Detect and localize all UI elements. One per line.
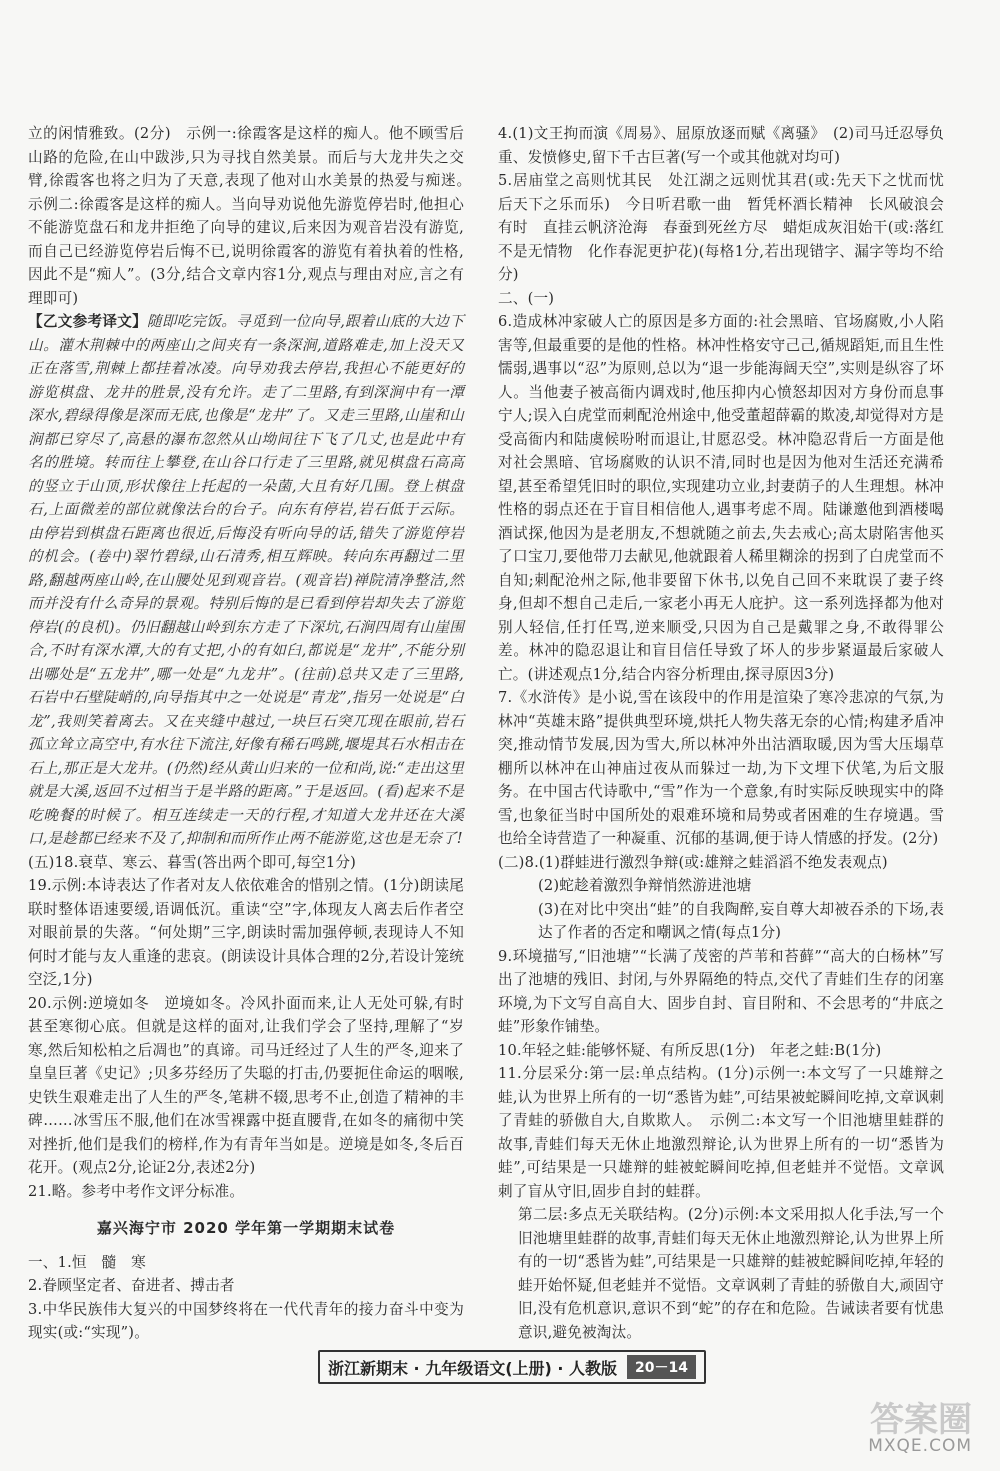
page-footer [318, 1350, 706, 1384]
answer-q4: 4.(1)文王拘而演《周易》、屈原放逐而赋《离骚》 (2)司马迁忍辱负重、发愤修史,留下千古巨著(写一个或其他就对均可) [498, 125, 944, 166]
answer-s1-q2: 2.眷顾坚定者、奋进者、搏击者 [28, 1277, 235, 1294]
exam-section-title: 嘉兴海宁市 2020 学年第一学期期末试卷 [96, 1219, 396, 1237]
answer-q18-text: 18.衰草、寒云、暮雪(答出两个即可,每空1分) [54, 853, 357, 871]
answer-q20: 20.示例:逆境如冬 逆境如冬。冷风扑面而来,让人无处可躲,有时甚至寒彻心底。但就是这样的面对,让我们学会了坚持,理解了“岁寒,然后知松柏之后凋也”的真谛。司马迁经过了人生的严冬,迎来了皇皇巨著《史记》;贝多芬经历了失聪的打击,仍要扼住命运的咽喉,史铁生艰难走出了人生的严冬,笔耕不辍,思考不止,创造了精神的丰碑……冰雪压不服,他们在冰雪裸露中挺直腰背,在如冬的痛彻中笑对挫折,他们是我们的榜样,作为有青年当如是。逆境是如冬,冬后百花开。(观点2分,论证2分,表述2分) [28, 994, 464, 1176]
answer-q10: 10.年轻之蛙:能够怀疑、有所反思(1分) 年老之蛙:B(1分) [498, 1041, 882, 1059]
translation-text: 随即吃完饭。寻觅到一位向导,跟着山底的大边下山。灌木荆棘中的两座山之间夹有一条深涧,道路难走,加上没天又正在落雪,荆棘上都挂着冰凌。向导劝我去停岩,我担心不能更好的游览棋盘、龙井的胜景,没有允许。走了二里路,有到深涧中有一潭深水,碧绿得像是深而无底,也像是“龙井”了。又走三里路,山崖和山涧都已穿尽了,高悬的瀑布忽然从山坳间往下飞了几丈,也是此中有名的胜境。转而往上攀登,在山谷口行走了三里路,就见棋盘石高高的竖立于山顶,形状像往上托起的一朵菌,大且有好几围。登上棋盘石,上面微差的部位就像法台的台子。向东有停岩,岩石低于云际。由停岩到棋盘石距离也很近,后悔没有听向导的话,错失了游览停岩的机会。(卷中)翠竹碧绿,山石清秀,相互辉映。转向东再翻过二里路,翻越两座山岭,在山腰处见到观音岩。(观音岩)禅院清净整洁,然而并没有什么奇异的景观。特别后悔的是已看到停岩却失去了游览停岩(的良机)。仍旧翻越山岭到东方走了下深坑,石涧四周有山崖围合,不时有深水潭,大的有丈把,小的有如臼,都说是“龙井”,不能分别出哪处是“五龙井”,哪一处是“九龙井”。(往前)总共又走了三里路,石岩中石壁陡峭的,向导指其中之一处说是“青龙”,指另一处说是“白龙”,我则笑着离去。又在夹缝中越过,一块巨石突兀现在眼前,岩石孤立耸立高空中,有水往下流注,好像有稀石鸣跳,堰堤其石水相击在石上,那正是大龙井。(仍然)经从黄山归来的一位和尚,说:“走出这里就是大溪,返回不过相当于是半路的距离。”于是返回。(看)起来不是吃晚餐的时候了。相互连续走一天的行程,才知道大龙井还在大溪口,是趁都已经来不及了,抑制和而所作止两不能游览,这也是无奈了! [28, 313, 464, 847]
answer-s1-q1: 一、1.恒 髓 寒 [28, 1253, 146, 1271]
answer-q11: 11.分层采分:第一层:单点结构。(1分)示例一:本文写了一只雄辩之蛙,认为世界上所有的一切“悉皆为蛙”,可结果被蛇瞬间吃掉,文章讽刺了青蛙的骄傲自大,自欺欺人。 示例二:本文写一个旧池塘里蛙群的故事,青蛙们每天无休止地激烈辩论,认为世界上所有的一切“悉皆为蛙”,可结果是一只雄辩的蛙被蛇瞬间吃掉,但老蛙并不觉悟。文章讽刺了盲从守旧,固步自封的蛙群。 [498, 1065, 944, 1200]
answer-q11-level2: 第二层:多点无关联结构。(2分)示例:本文采用拟人化手法,写一个旧池塘里蛙群的故事,青蛙们每天无休止地激烈辩论,认为世界上所有的一切“悉皆为蛙”,可结果是一只雄辩的蛙被蛇瞬间吃掉,年轻的蛙开始怀疑,但老蛙并不觉悟。文章讽刺了青蛙的骄傲自大,顽固守旧,没有危机意识,意识不到“蛇”的存在和危险。告诫读者要有忧患意识,避免被淘汰。 [518, 1206, 944, 1341]
answer-q17-continued: 立的闲情雅致。(2分) 示例一:徐霞客是这样的痴人。他不顾雪后山路的危险,在山中跋涉,只为寻找自然美景。而后与大龙井失之交臂,徐霞客也将之归为了天意,表现了他对山水美景的热爱与痴迷。 示例二:徐霞客是这样的痴人。当向导劝说他先游览停岩时,他担心不能游览盘石和龙井拒绝了向导的建议,后来因为观音岩没有游览,而自己已经游览停岩后悔不已,说明徐霞客的游览有着执着的性格,因此不是“痴人”。(3分,结合文章内容1分,观点与理由对应,言之有理即可) [28, 125, 479, 307]
translation-label: 【乙文参考译文】 [28, 313, 147, 330]
answer-q8-2: (2)蛇趁着激烈争辩悄然游进池塘 [538, 877, 752, 894]
translation-block [28, 310, 464, 851]
answer-q6: 6.造成林冲家破人亡的原因是多方面的:社会黑暗、官场腐败,小人陷害等,但最重要的是他的性格。林冲性格安守己己,循规蹈矩,而且生性懦弱,遇事以“忍”为原则,总以为“退一步能海阔天空”,实则是纵容了坏人。当他妻子被高衙内调戏时,他压抑内心愤怒却因对方身份而息事宁人;误入白虎堂而刺配沧州途中,他受董超薛霸的欺凌,却觉得对方是受高衙内和陆虞候吩咐而退让,甘愿忍受。林冲隐忍背后一方面是他对社会黑暗、官场腐败的认识不清,同时也是因为他对生活还充满希望,甚至希望凭旧时的职位,实现建功立业,封妻荫子的人生理想。林冲性格的弱点还在于盲目相信他人,遇事考虑不周。陆谦邀他到酒楼喝酒试探,他因为是老朋友,不想就随之前去,失去戒心;高太尉陷害他买了口宝刀,要他带刀去献见,他就跟着人稀里糊涂的拐到了白虎堂而不自知;刺配沧州之际,他非要留下休书,以免自己回不来耽误了妻子终身,但却不想自己走后,一家老小再无人庇护。这一系列选择都为他对别人轻信,任打任骂,逆来顺受,只因为自己是戴罪之身,不敢得罪公差。林冲的隐忍退让和盲目信任导致了坏人的步步紧逼最后家破人亡。(讲述观点1分,结合内容分析理由,探寻原因3分) [498, 313, 944, 683]
answer-q7: 7.《水浒传》是小说,雪在该段中的作用是渲染了寒冷悲凉的气氛,为林冲“英雄末路”提供典型环境,烘托人物失落无奈的心情;构建矛盾冲突,推动情节发展,因为雪大,所以林冲外出沽酒取暖,因为雪大压塌草棚所以林冲在山神庙过夜从而躲过一劫,为下文埋下伏笔,为后文服务。在中国古代诗歌中,“雪”作为一个意象,有时实际反映现实中的降雪,也象征当时中国所处的艰难环境和局势或者困难的生存境遇。雪也给全诗营造了一种凝重、沉郁的基调,便于诗人情感的抒发。(2分) [498, 689, 944, 847]
answer-q5: 5.居庙堂之高则忧其民 处江湖之远则忧其君(或:先天下之忧而忧 后天下之乐而乐) 今日听君歌一曲 暂凭杯酒长精神 长风破浪会有时 直挂云帆济沧海 春蚕到死丝方尽 蜡炬成灰泪始干(或:落红不是无情物 化作春泥更护花)(每格1分,若出现错字、漏字等均不给分) [498, 172, 959, 283]
page-number: 20－14 [627, 1355, 696, 1379]
answer-q18 [28, 851, 464, 875]
answer-q9: 9.环境描写,“旧池塘”“长满了茂密的芦苇和苔藓”“高大的白杨林”写出了池塘的残旧、封闭,与外界隔绝的特点,交代了青蛙们生存的闭塞环境,为下文写自高自大、固步自封、盲目附和、不会思考的“井底之蛙”形象作铺垫。 [498, 947, 944, 1035]
answer-q8-3: (3)在对比中突出“蛙”的自我陶醉,妄自尊大却被吞杀的下场,表达了作者的否定和嘲讽之情(每点1分) [538, 900, 944, 941]
watermark [808, 1392, 978, 1462]
answer-q8-1: 8.(1)群蛙进行激烈争辩(或:雄辩之蛙滔滔不绝发表观点) [524, 853, 888, 871]
answer-q21: 21.略。参考中考作文评分标准。 [28, 1182, 245, 1200]
footer-title: 浙江新期末 · 九年级语文(上册) · 人教版 [327, 1358, 618, 1378]
watermark-text: MXQE.COM [868, 1436, 972, 1456]
right-column [498, 122, 959, 1344]
answer-q8 [498, 851, 944, 875]
answer-s1-q3: 3.中华民族伟大复兴的中国梦终将在一代代青年的接力奋斗中变为现实(或:“实现”)。 [28, 1300, 464, 1341]
left-column [28, 122, 479, 1345]
answer-q19: 19.示例:本诗表达了作者对友人依依难舍的惜别之情。(1分)朗读尾联时整体语速要缓,语调低沉。重读“空”字,体现友人离去后作者空对眼前景的失落。“何处期”三字,朗读时需加强停顿,表现诗人不知何时才能与友人重逢的悲哀。(朗读设计具体合理的2分,若设计笼统空泛,1分) [28, 877, 464, 988]
section-2-label: 二、(一) [498, 289, 555, 307]
section-5-label: (五) [28, 853, 55, 871]
watermark-logo: 答案圈 [870, 1400, 972, 1440]
section-2b-label: (二) [498, 853, 525, 871]
